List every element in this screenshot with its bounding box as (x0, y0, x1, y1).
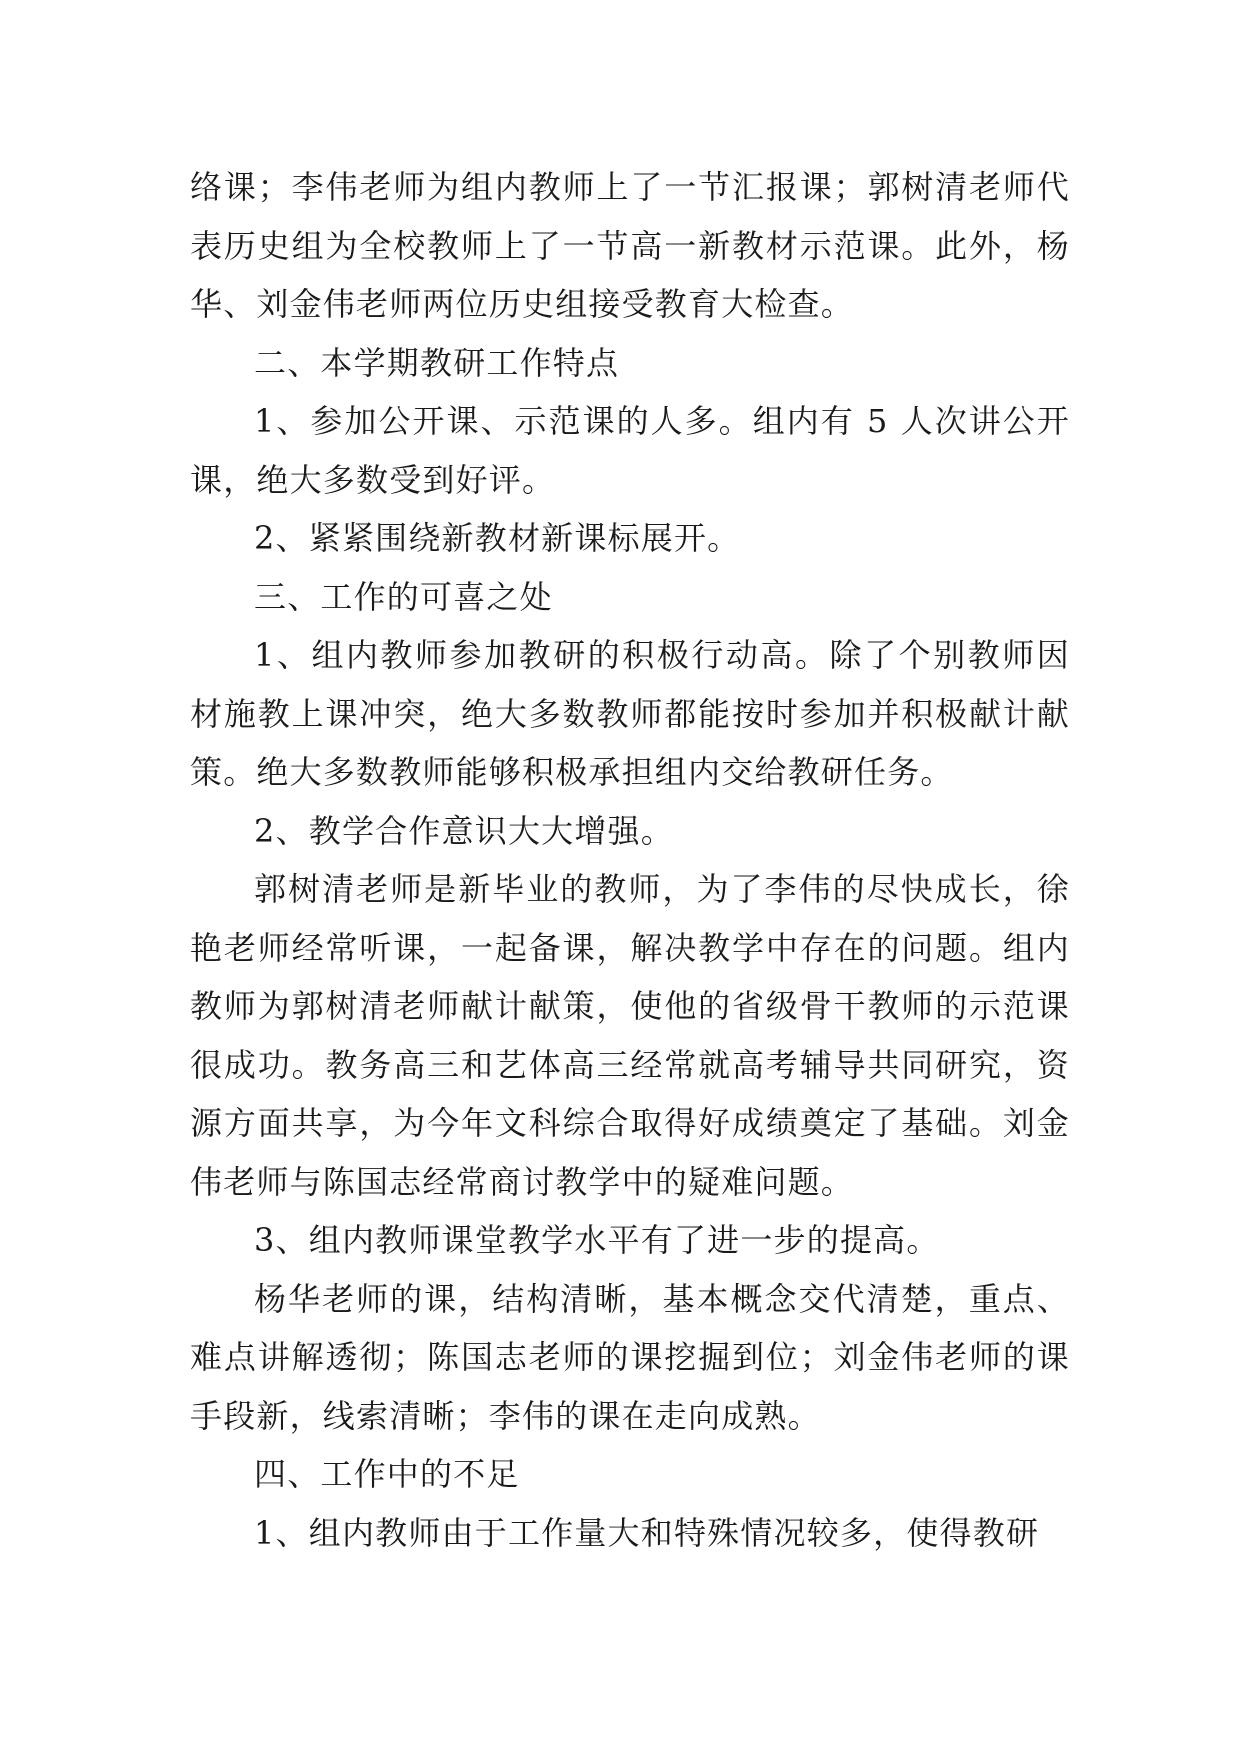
paragraph-6: 1、组内教师参加教研的积极行动高。除了个别教师因材施教上课冲突，绝大多数教师都能按时参加并积极献计献策。绝大多数教师能够积极承担组内交给教研任务。 (190, 636, 1070, 791)
section-heading-3: 三、工作的可喜之处 (254, 577, 553, 616)
paragraph-12: 1、组内教师由于工作量大和特殊情况较多，使得教研 (254, 1513, 1040, 1552)
paragraph-1: 络课；李伟老师为组内教师上了一节汇报课；郭树清老师代表历史组为全校教师上了一节高一新教材示范课。此外，杨华、刘金伟老师两位历史组接受教育大检查。 (190, 168, 1070, 323)
paragraph-7: 2、教学合作意识大大增强。 (254, 811, 674, 850)
paragraph-4: 2、紧紧围绕新教材新课标展开。 (254, 519, 741, 557)
paragraph-8: 郭树清老师是新毕业的教师，为了李伟的尽快成长，徐艳老师经常听课，一起备课，解决教学中存在的问题。组内教师为郭树清老师献计献策，使他的省级骨干教师的示范课很成功。教务高三和艺体高三经常就高考辅导共同研究，资源方面共享，为今年文科综合取得好成绩奠定了基础。刘金伟老师与陈国志经常商讨教学中的疑难问题。 (190, 870, 1070, 1201)
paragraph-9: 3、组内教师课堂教学水平有了进一步的提高。 (254, 1221, 940, 1259)
paragraph-10: 杨华老师的课，结构清晰，基本概念交代清楚，重点、难点讲解透彻；陈国志老师的课挖掘到位；刘金伟老师的课手段新，线索清晰；李伟的课在走向成熟。 (190, 1279, 1070, 1435)
document-body (190, 158, 1070, 1562)
section-heading-4: 四、工作中的不足 (254, 1455, 520, 1493)
paragraph-3: 1、参加公开课、示范课的人多。组内有 5 人次讲公开课，绝大多数受到好评。 (190, 402, 1070, 499)
section-heading-2: 二、本学期教研工作特点 (254, 343, 620, 382)
